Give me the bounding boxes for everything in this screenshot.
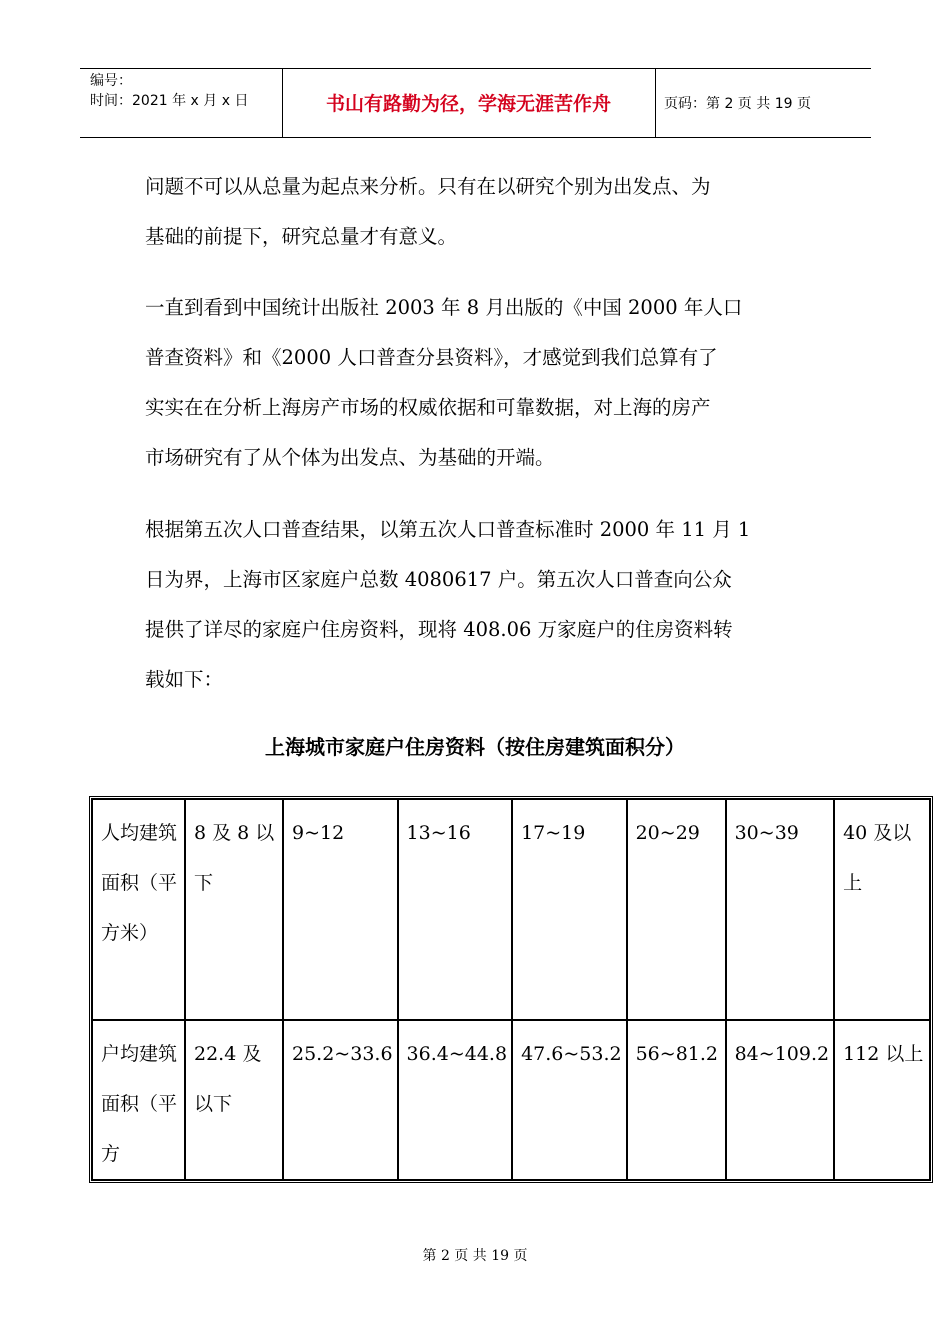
paragraph-1 [145,162,825,262]
table-cell: 13~16 [398,799,513,1020]
paragraph-2 [145,283,825,483]
page-footer: 第 2 页 共 19 页 [422,1248,528,1264]
doc-time-label: 时间：2021 年 x 月 x 日 [90,93,249,109]
table-cell: 20~29 [627,799,726,1020]
table-cell: 22.4 及以下 [185,1020,283,1180]
header-motto: 书山有路勤为径，学海无涯苦作舟 [325,93,611,115]
table-cell: 9~12 [283,799,398,1020]
text-line: 根据第五次人口普查结果，以第五次人口普查标准时 2000 年 11 月 1 [145,518,751,541]
text-line: 一直到看到中国统计出版社 2003 年 8 月出版的《中国 2000 年人口 [145,296,743,319]
table-cell: 30~39 [726,799,835,1020]
doc-number-label: 编号： [90,73,132,89]
text-line: 基础的前提下，研究总量才有意义。 [145,225,458,248]
text-line: 问题不可以从总量为起点来分析。只有在以研究个别为出发点、为 [145,175,711,198]
table-cell: 36.4~44.8 [398,1020,513,1180]
text-line: 提供了详尽的家庭户住房资料，现将 408.06 万家庭户的住房资料转 [145,618,733,641]
table-cell: 25.2~33.6 [283,1020,398,1180]
table-cell: 17~19 [512,799,627,1020]
paragraph-3 [145,505,825,705]
text-line: 普查资料》和《2000 人口普查分县资料》，才感觉到我们总算有了 [145,346,718,369]
text-line: 载如下： [145,668,224,691]
table-header-cell: 户均建筑面积（平方 [92,1020,185,1180]
table-cell: 56~81.2 [627,1020,726,1180]
header-divider [655,69,656,137]
text-line: 日为界，上海市区家庭户总数 4080617 户。第五次人口普查向公众 [145,568,732,591]
table-cell: 112 以上 [834,1020,930,1180]
text-line: 市场研究有了从个体为出发点、为基础的开端。 [145,446,555,469]
text-line: 实实在在分析上海房产市场的权威依据和可靠数据，对上海的房产 [145,396,711,419]
header-page-info: 页码：第 2 页 共 19 页 [664,96,811,112]
table-cell: 40 及以上 [834,799,930,1020]
header-meta [90,71,248,111]
table-cell: 47.6~53.2 [512,1020,627,1180]
table-row [92,799,930,1020]
table-cell: 84~109.2 [726,1020,835,1180]
table-header-cell: 人均建筑面积（平方米） [92,799,185,1020]
housing-table [89,796,933,1183]
table-row [92,1020,930,1180]
table-title: 上海城市家庭户住房资料（按住房建筑面积分） [265,735,685,759]
table-cell: 8 及 8 以下 [185,799,283,1020]
page-header [80,68,871,138]
